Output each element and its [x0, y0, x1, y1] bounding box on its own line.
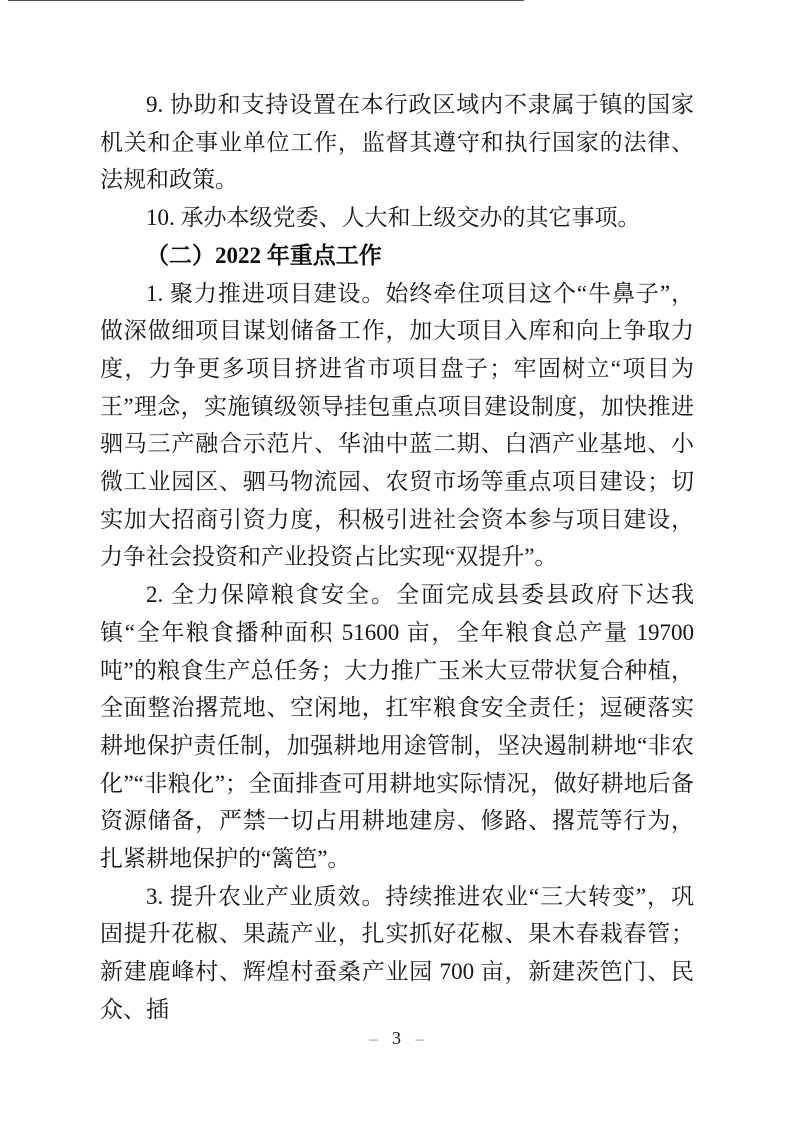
footer-dash-left: – — [369, 1029, 378, 1048]
paragraph-item-9: 9. 协助和支持设置在本行政区域内不隶属于镇的国家机关和企事业单位工作，监督其遵守和执行国家的法律、法规和政策。 — [100, 92, 694, 193]
page-number: 3 — [392, 1028, 401, 1048]
paragraph-item-10: 10. 承办本级党委、人大和上级交办的其它事项。 — [146, 205, 641, 231]
paragraph-agriculture-quality: 3. 提升农业产业质效。持续推进农业“三大转变”，巩固提升花椒、果蔬产业，扎实抓好花椒、果木春栽春管；新建鹿峰村、辉煌村蚕桑产业园 700 亩，新建茨笆门、民众、插 — [100, 883, 694, 1022]
paragraph-grain-security: 2. 全力保障粮食安全。全面完成县委县政府下达我镇“全年粮食播种面积 51600 亩，全年粮食总产量 19700 吨”的粮食生产总任务；大力推广玉米大豆带状复合种植，全面整治撂荒地、空闲地，扛牢粮食安全责任；逗硬落实耕地保护责任制，加强耕地用途管制，坚决遏制耕地“非农化”“非粮化”；全面排查可用耕地实际情况，做好耕地后备资源储备，严禁一切占用耕地建房、修路、撂荒等行为，扎紧耕地保护的“篱笆”。 — [100, 582, 694, 872]
page-footer — [0, 1026, 793, 1051]
section-heading-2022-key-work: （二）2022 年重点工作 — [146, 242, 382, 268]
document-body — [100, 86, 694, 1029]
paragraph-project-construction: 1. 聚力推进项目建设。始终牵住项目这个“牛鼻子”，做深做细项目谋划储备工作，加大项目入库和向上争取力度，力争更多项目挤进省市项目盘子；牢固树立“项目为王”理念，实施镇级领导挂包重点项目建设制度，加快推进驷马三产融合示范片、华油中蓝二期、白酒产业基地、小微工业园区、驷马物流园、农贸市场等重点项目建设；切实加大招商引资力度，积极引进社会资本参与项目建设，力争社会投资和产业投资占比实现“双提升”。 — [100, 280, 694, 570]
footer-dash-right: – — [415, 1029, 424, 1048]
scan-artifact-line — [8, 0, 524, 1]
